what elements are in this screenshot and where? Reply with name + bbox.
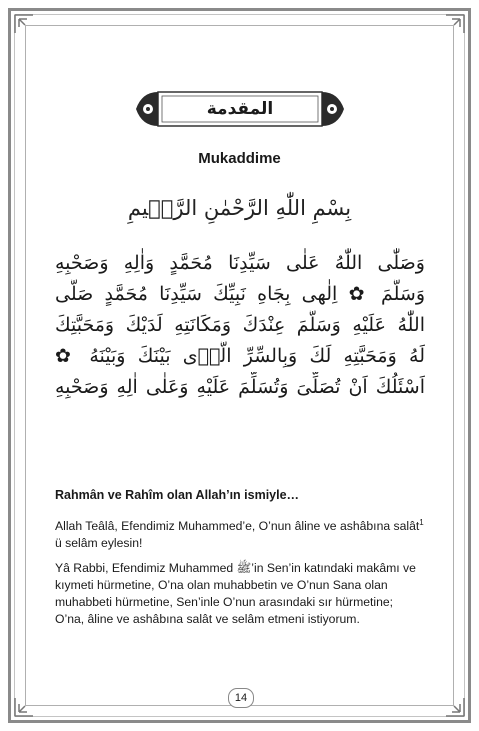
arabic-line: اللّٰهُ عَلَيْهِ وَسَلَّمَ عِنْدَكَ وَمَكَانَتِهِ لَدَيْكَ وَمَحَبَّتِكَ xyxy=(55,314,425,336)
translation-heading: Rahmân ve Rahîm olan Allah’ın ismiyle… xyxy=(55,488,300,502)
corner-ornament-icon xyxy=(444,696,466,718)
arabic-line: وَصَلّٰى اللّٰهُ عَلٰى سَيِّدِنَا مُحَمَّدٍ وَاٰلِهِ وَصَحْبِهِ xyxy=(55,252,425,274)
chapter-title-arabic: المقدمة xyxy=(206,99,274,119)
paragraph-text: Allah Teâlâ, Efendimiz Muhammed’e, O’nun âline ve ashâbına salât xyxy=(55,519,420,534)
corner-ornament-icon xyxy=(13,13,35,35)
title-banner xyxy=(128,84,352,134)
paragraph-text: ü selâm eylesin! xyxy=(55,536,143,551)
arabic-line: وَسَلَّمَ ✿ اِلٰهى بِجَاهِ نَبِيِّكَ سَيِّدِنَا مُحَمَّدٍ صَلَّى xyxy=(55,283,425,305)
basmala-calligraphy: بِسْمِ اللّٰهِ الرَّحْمٰنِ الرَّح۪يمِ xyxy=(127,196,352,220)
corner-ornament-icon xyxy=(13,696,35,718)
arabic-line: اَسْئَلُكَ اَنْ تُصَلِّىَ وَتُسَلِّمَ عَلَيْهِ وَعَلٰى اٰلِهِ وَصَحْبِهِ xyxy=(55,376,425,398)
corner-ornament-icon xyxy=(444,13,466,35)
page-number: 14 xyxy=(228,688,254,708)
footnote-marker[interactable]: 1 xyxy=(419,518,424,527)
arabic-line: لَهُ وَمَحَبَّتِهِ لَكَ وَبِالسِّرِّ الَّذٖى بَيْنَكَ وَبَيْنَهُ ✿ xyxy=(55,345,425,367)
arabic-prayer-text xyxy=(55,248,425,403)
translation-paragraph-1 xyxy=(55,514,425,552)
section-heading: Mukaddime xyxy=(198,150,281,167)
translation-paragraph-2: Yâ Rabbi, Efendimiz Muhammed ﷺ’in Sen’in katındaki makâmı ve kıymeti hürmetine, O’na olan muhabbetin ve O’nun Sana olan muhabbeti hürmetine, Sen’inle O’nun arasındaki sır hürmetine; O’na, âline ve ashâbına salât ve selâm etmeni istiyorum. xyxy=(55,561,416,626)
